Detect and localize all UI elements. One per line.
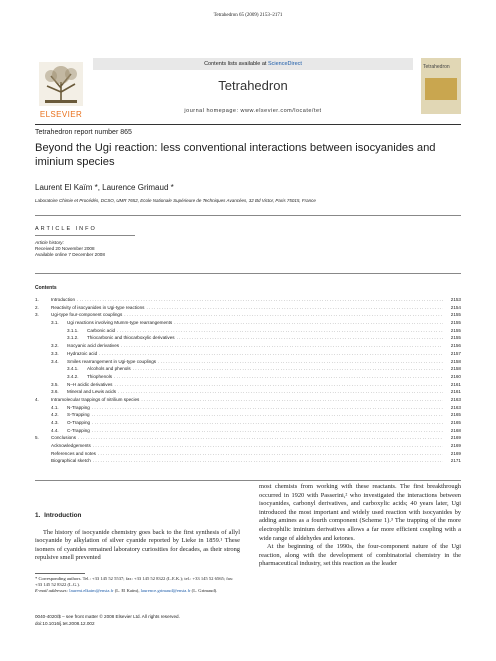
body-paragraph: most chemists from working with these reactants. The first breakthrough occurred in 1920 with Passerini,² who investigated the interactions between isocyanides, carbonyl derivatives, and carboxylic acids; 40 years later, Ugi introduced the most important and widely used reaction with isocyanides by adding amines as a fourth component (Scheme 1).³ The trapping of the more electrophilic iminium derivatives allows a far more efficient coupling with a wide range of aldehydes and ketones. bbox=[259, 483, 461, 542]
toc-number: 5. bbox=[35, 435, 39, 441]
toc-page: 2161 bbox=[450, 389, 461, 395]
issn-line: 0040-4020/$ – see front matter © 2008 Elsevier Ltd. All rights reserved. bbox=[35, 614, 180, 619]
masthead-rule bbox=[35, 124, 461, 125]
toc-number: 3.4. bbox=[51, 358, 59, 364]
toc-label: S-Trapping bbox=[67, 412, 90, 418]
toc-label: Isocyanic acid derivatives bbox=[67, 343, 120, 349]
toc-entry[interactable] bbox=[35, 419, 461, 427]
toc-label: Alcohols and phenols bbox=[87, 366, 131, 372]
toc-number: 3.5. bbox=[51, 381, 59, 387]
journal-homepage[interactable]: journal homepage: www.elsevier.com/locate/tet bbox=[184, 108, 322, 114]
toc-page: 2171 bbox=[450, 458, 461, 464]
journal-masthead bbox=[35, 58, 461, 122]
toc-label: Intramolecular trappings of nitrilium species bbox=[51, 396, 140, 402]
toc-page: 2154 bbox=[450, 304, 461, 310]
toc-page: 2155 bbox=[450, 320, 461, 326]
journal-banner bbox=[93, 58, 413, 122]
section-number: 1. bbox=[35, 512, 41, 519]
contents-availability bbox=[93, 58, 413, 70]
report-number: Tetrahedron report number 865 bbox=[35, 129, 132, 136]
toc-entry[interactable] bbox=[35, 381, 461, 389]
toc-page: 2165 bbox=[450, 412, 461, 418]
article-info-heading: ARTICLE INFO bbox=[35, 226, 97, 232]
toc-page: 2156 bbox=[450, 343, 461, 349]
divider bbox=[35, 273, 461, 274]
toc-number: 3.4.2. bbox=[67, 373, 79, 379]
toc-page: 2153 bbox=[450, 297, 461, 302]
toc-label: Acknowledgements bbox=[51, 443, 91, 449]
toc-entry[interactable] bbox=[35, 442, 461, 450]
toc-entry[interactable] bbox=[35, 304, 461, 312]
toc-label: O-Trapping bbox=[67, 420, 91, 425]
toc-entry[interactable] bbox=[35, 342, 461, 350]
toc-number: 1. bbox=[35, 297, 39, 302]
toc-number: 3.1.1. bbox=[67, 327, 79, 333]
received-date: Received 20 November 2008 bbox=[35, 245, 95, 251]
toc-number: 4.2. bbox=[51, 412, 59, 418]
footnote bbox=[35, 576, 240, 594]
toc-number: 4. bbox=[35, 396, 39, 402]
toc-label: Mineral and Lewis acids bbox=[67, 389, 117, 395]
toc-label: Reactivity of isocyanides in Ugi-type reactions bbox=[51, 304, 145, 310]
toc-entry[interactable] bbox=[35, 434, 461, 442]
toc-entry[interactable] bbox=[35, 358, 461, 366]
sciencedirect-link[interactable]: ScienceDirect bbox=[267, 61, 302, 67]
section-title: Introduction bbox=[44, 512, 82, 519]
toc-number: 3.1. bbox=[51, 320, 59, 326]
toc-label: Smiles rearrangement in Ugi-type couplings bbox=[67, 358, 157, 364]
toc-leader bbox=[174, 319, 443, 327]
toc-number: 3.6. bbox=[51, 389, 59, 395]
toc-label: Hydrazoic acid bbox=[67, 350, 98, 356]
email-addresses bbox=[35, 588, 240, 594]
toc-entry[interactable] bbox=[35, 388, 461, 396]
toc-page: 2168 bbox=[450, 427, 461, 433]
toc-leader bbox=[77, 296, 443, 304]
table-of-contents bbox=[35, 296, 461, 465]
toc-page: 2169 bbox=[450, 443, 461, 449]
corresponding-author: * Corresponding authors. Tel.: +33 145 52 5537; fax: +33 145 52 8322 (L.E.K.); tel.: +33 145 52 6565; fax: +33 145 52 8322 (L.G.). bbox=[35, 576, 234, 587]
toc-leader bbox=[114, 373, 443, 381]
toc-entry[interactable] bbox=[35, 427, 461, 435]
author-affiliation: Laboratoire Chimie et Procédés, DCSO, UMR 7652, Ecole Nationale Supérieure de Techniques Avancées, 32 Bd Victor, Paris 75015, France bbox=[35, 198, 316, 203]
cover-graphic bbox=[425, 78, 457, 100]
toc-label: References and notes bbox=[51, 450, 96, 456]
divider bbox=[35, 480, 461, 481]
toc-page: 2163 bbox=[450, 404, 461, 410]
toc-leader bbox=[114, 381, 443, 389]
toc-leader bbox=[158, 358, 443, 366]
toc-leader bbox=[92, 411, 443, 419]
toc-leader bbox=[99, 350, 443, 358]
toc-leader bbox=[78, 434, 443, 442]
toc-leader bbox=[146, 304, 443, 312]
toc-label: Thiophenols bbox=[87, 373, 113, 379]
body-left-column bbox=[35, 512, 240, 563]
toc-label: N-Trapping bbox=[67, 404, 90, 410]
toc-label: C-Trapping bbox=[67, 427, 90, 433]
toc-label: Thiocarbonic and thiocarboxylic derivatives bbox=[87, 335, 175, 341]
toc-entry[interactable] bbox=[35, 457, 461, 465]
toc-entry[interactable] bbox=[35, 311, 461, 319]
toc-entry[interactable] bbox=[35, 319, 461, 327]
publisher-logo bbox=[35, 58, 87, 122]
toc-page: 2158 bbox=[450, 358, 461, 364]
toc-number: 3.3. bbox=[51, 350, 59, 356]
toc-number: 3.1.2. bbox=[67, 335, 79, 341]
body-paragraph: The history of isocyanide chemistry goes back to the first synthesis of allyl isocyanide by alkylation of silver cyanide reported by Lieke in 1859.¹ These isomers of cyanides remained laboratory curiosities for decades, as their strong repulsive smell prevented bbox=[35, 528, 240, 562]
cover-title: Tetrahedron bbox=[423, 64, 450, 70]
section-heading bbox=[35, 512, 240, 521]
email-link[interactable]: laurent.elkaim@ensta.fr bbox=[69, 588, 114, 593]
toc-leader bbox=[92, 419, 443, 427]
toc-entry[interactable] bbox=[35, 404, 461, 412]
toc-page: 2155 bbox=[450, 335, 461, 341]
toc-page: 2169 bbox=[450, 450, 461, 456]
toc-page: 2158 bbox=[450, 366, 461, 372]
online-date: Available online 7 December 2008 bbox=[35, 251, 105, 257]
toc-number: 4.3. bbox=[51, 420, 59, 425]
toc-number: 4.1. bbox=[51, 404, 59, 410]
toc-number: 3.4.1. bbox=[67, 366, 79, 372]
contents-prefix: Contents lists available at bbox=[204, 61, 268, 67]
email-owner: (L. Grimaud). bbox=[190, 588, 218, 593]
toc-number: 3. bbox=[35, 312, 39, 318]
toc-page: 2169 bbox=[450, 435, 461, 441]
toc-entry[interactable] bbox=[35, 296, 461, 304]
copyright-block bbox=[35, 614, 295, 627]
body-paragraph: At the beginning of the 1990s, the four-component nature of the Ugi reaction, along with the development of combinatorial chemistry in the pharmaceutical industry, set this reaction as the leader bbox=[259, 543, 461, 568]
journal-cover bbox=[421, 58, 461, 114]
toc-page: 2165 bbox=[450, 420, 461, 425]
toc-leader bbox=[118, 388, 443, 396]
elsevier-tree-icon bbox=[39, 62, 83, 106]
toc-entry[interactable] bbox=[35, 450, 461, 458]
toc-entry[interactable] bbox=[35, 365, 461, 373]
toc-page: 2155 bbox=[450, 312, 461, 318]
toc-number: 2. bbox=[35, 304, 39, 310]
article-authors: Laurent El Kaïm *, Laurence Grimaud * bbox=[35, 183, 174, 192]
toc-entry[interactable] bbox=[35, 396, 461, 404]
toc-leader bbox=[92, 404, 443, 412]
toc-leader bbox=[92, 427, 443, 435]
email-link[interactable]: laurence.grimaud@ensta.fr bbox=[140, 588, 191, 593]
divider bbox=[35, 215, 461, 216]
toc-label: Introduction bbox=[51, 297, 76, 302]
toc-leader bbox=[98, 450, 443, 458]
article-history bbox=[35, 240, 105, 257]
toc-label: Ugi reactions involving Mumm-type rearrangements bbox=[67, 320, 173, 326]
toc-leader bbox=[121, 342, 443, 350]
toc-entry[interactable] bbox=[35, 327, 461, 335]
toc-label: Ugi-type four-component couplings bbox=[51, 312, 123, 318]
history-label: Article history: bbox=[35, 240, 64, 245]
email-label: E-mail addresses: bbox=[35, 588, 69, 593]
toc-label: Biographical sketch bbox=[51, 458, 91, 464]
toc-leader bbox=[93, 457, 443, 465]
article-title: Beyond the Ugi reaction: less conventional interactions between isocyanides and iminium species bbox=[35, 142, 436, 168]
toc-leader bbox=[93, 442, 443, 450]
publisher-name: ELSEVIER bbox=[39, 110, 83, 119]
toc-page: 2161 bbox=[450, 381, 461, 387]
toc-leader bbox=[124, 311, 443, 319]
toc-entry[interactable] bbox=[35, 334, 461, 342]
toc-leader bbox=[117, 327, 443, 335]
journal-citation: Tetrahedron 65 (2009) 2153–2171 bbox=[213, 13, 283, 18]
toc-leader bbox=[141, 396, 443, 404]
doi-line[interactable]: doi:10.1016/j.tet.2008.12.002 bbox=[35, 620, 95, 626]
toc-entry[interactable] bbox=[35, 411, 461, 419]
toc-page: 2157 bbox=[450, 350, 461, 356]
toc-number: 3.2. bbox=[51, 343, 59, 349]
footnote-rule bbox=[35, 573, 85, 574]
contents-heading: Contents bbox=[35, 285, 57, 291]
toc-page: 2160 bbox=[450, 373, 461, 379]
toc-label: Conclusions bbox=[51, 435, 77, 441]
email-owner: (L. El Kaïm), bbox=[113, 588, 141, 593]
toc-entry[interactable] bbox=[35, 350, 461, 358]
toc-leader bbox=[133, 365, 443, 373]
toc-page: 2163 bbox=[450, 396, 461, 402]
toc-entry[interactable] bbox=[35, 373, 461, 381]
toc-label: N–H acidic derivatives bbox=[67, 381, 113, 387]
divider bbox=[35, 235, 135, 236]
toc-number: 4.4. bbox=[51, 427, 59, 433]
journal-title: Tetrahedron bbox=[218, 78, 288, 93]
body-right-column bbox=[259, 483, 461, 569]
toc-leader bbox=[177, 334, 443, 342]
toc-page: 2155 bbox=[450, 327, 461, 333]
toc-label: Carbonic acid bbox=[87, 327, 116, 333]
